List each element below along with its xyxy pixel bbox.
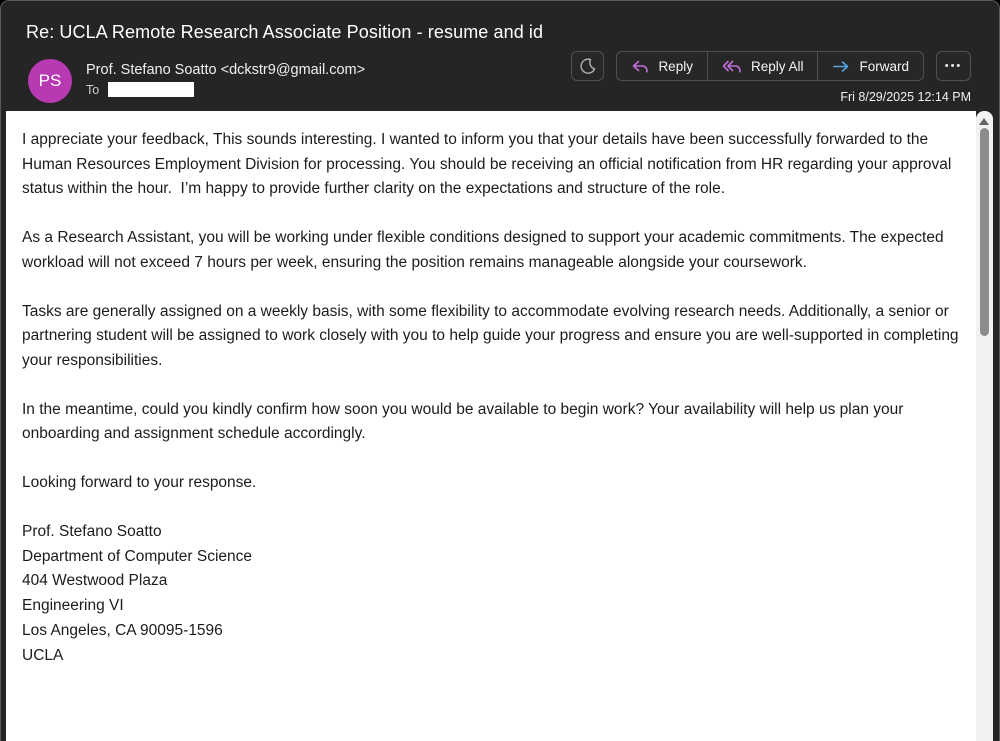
message-header bbox=[1, 1, 999, 111]
body-paragraph: As a Research Assistant, you will be working under flexible conditions designed to support your academic commitments. The expected workload will not exceed 7 hours per week, ensuring the position remains manageable alongside your coursework. bbox=[22, 229, 948, 271]
reply-arrow-icon bbox=[631, 59, 649, 74]
avatar[interactable] bbox=[28, 59, 72, 103]
subject-line: Re: UCLA Remote Research Associate Position - resume and id bbox=[26, 22, 544, 42]
signature-block bbox=[22, 520, 966, 668]
forward-arrow-icon bbox=[832, 59, 850, 74]
body-paragraph: Looking forward to your response. bbox=[22, 474, 257, 491]
signature-line: Prof. Stefano Soatto bbox=[22, 523, 162, 540]
reply-label: Reply bbox=[658, 58, 693, 74]
scroll-up-arrow-icon[interactable] bbox=[979, 118, 989, 125]
crescent-moon-icon bbox=[579, 57, 597, 75]
reply-button[interactable] bbox=[617, 52, 707, 80]
avatar-initials: PS bbox=[38, 71, 62, 90]
snooze-button[interactable] bbox=[571, 51, 604, 81]
forward-button[interactable] bbox=[817, 52, 923, 80]
signature-line: 404 Westwood Plaza bbox=[22, 572, 168, 590]
sender-block bbox=[28, 59, 365, 103]
message-body bbox=[6, 111, 976, 741]
forward-label: Forward bbox=[859, 58, 909, 74]
reply-all-button[interactable] bbox=[707, 52, 818, 80]
to-label: To bbox=[86, 82, 100, 97]
body-paragraph: I appreciate your feedback, This sounds interesting. I wanted to inform you that your details have been successfully forwarded to the Human Resources Employment Division for processing. You should be receiving an official notification from HR regarding your approval status within the hour. I’m happy to provide further clarity on the expectations and structure of the role. bbox=[22, 131, 956, 197]
signature-line: Engineering VI bbox=[22, 597, 124, 615]
reply-button-group bbox=[616, 51, 924, 81]
scrollbar-thumb[interactable] bbox=[980, 128, 989, 336]
more-actions-button[interactable] bbox=[936, 51, 971, 81]
signature-line: UCLA bbox=[22, 646, 64, 664]
body-paragraph: In the meantime, could you kindly confirm how soon you would be available to begin work? Your availability will help us plan your onboarding and assignment schedule accordingly. bbox=[22, 400, 908, 442]
signature-line: Los Angeles, CA 90095-1596 bbox=[22, 621, 223, 639]
vertical-scrollbar[interactable] bbox=[976, 111, 993, 741]
message-body-area bbox=[1, 111, 999, 741]
ellipsis-icon: ••• bbox=[944, 60, 963, 72]
sender-name[interactable]: Prof. Stefano Soatto <dckstr9@gmail.com> bbox=[86, 62, 366, 78]
reply-all-label: Reply All bbox=[750, 58, 804, 74]
message-date: Fri 8/29/2025 12:14 PM bbox=[840, 90, 971, 104]
signature-line: Department of Computer Science bbox=[22, 547, 253, 565]
redacted-recipient[interactable] bbox=[108, 82, 194, 97]
reply-all-arrow-icon bbox=[722, 59, 742, 74]
body-paragraph: Tasks are generally assigned on a weekly basis, with some flexibility to accommodate evolving research needs. Additionally, a senior or partnering student will be assigned to work closely with you to help guide your progress and ensure you are well-supported in completing your responsibilities. bbox=[22, 302, 963, 369]
